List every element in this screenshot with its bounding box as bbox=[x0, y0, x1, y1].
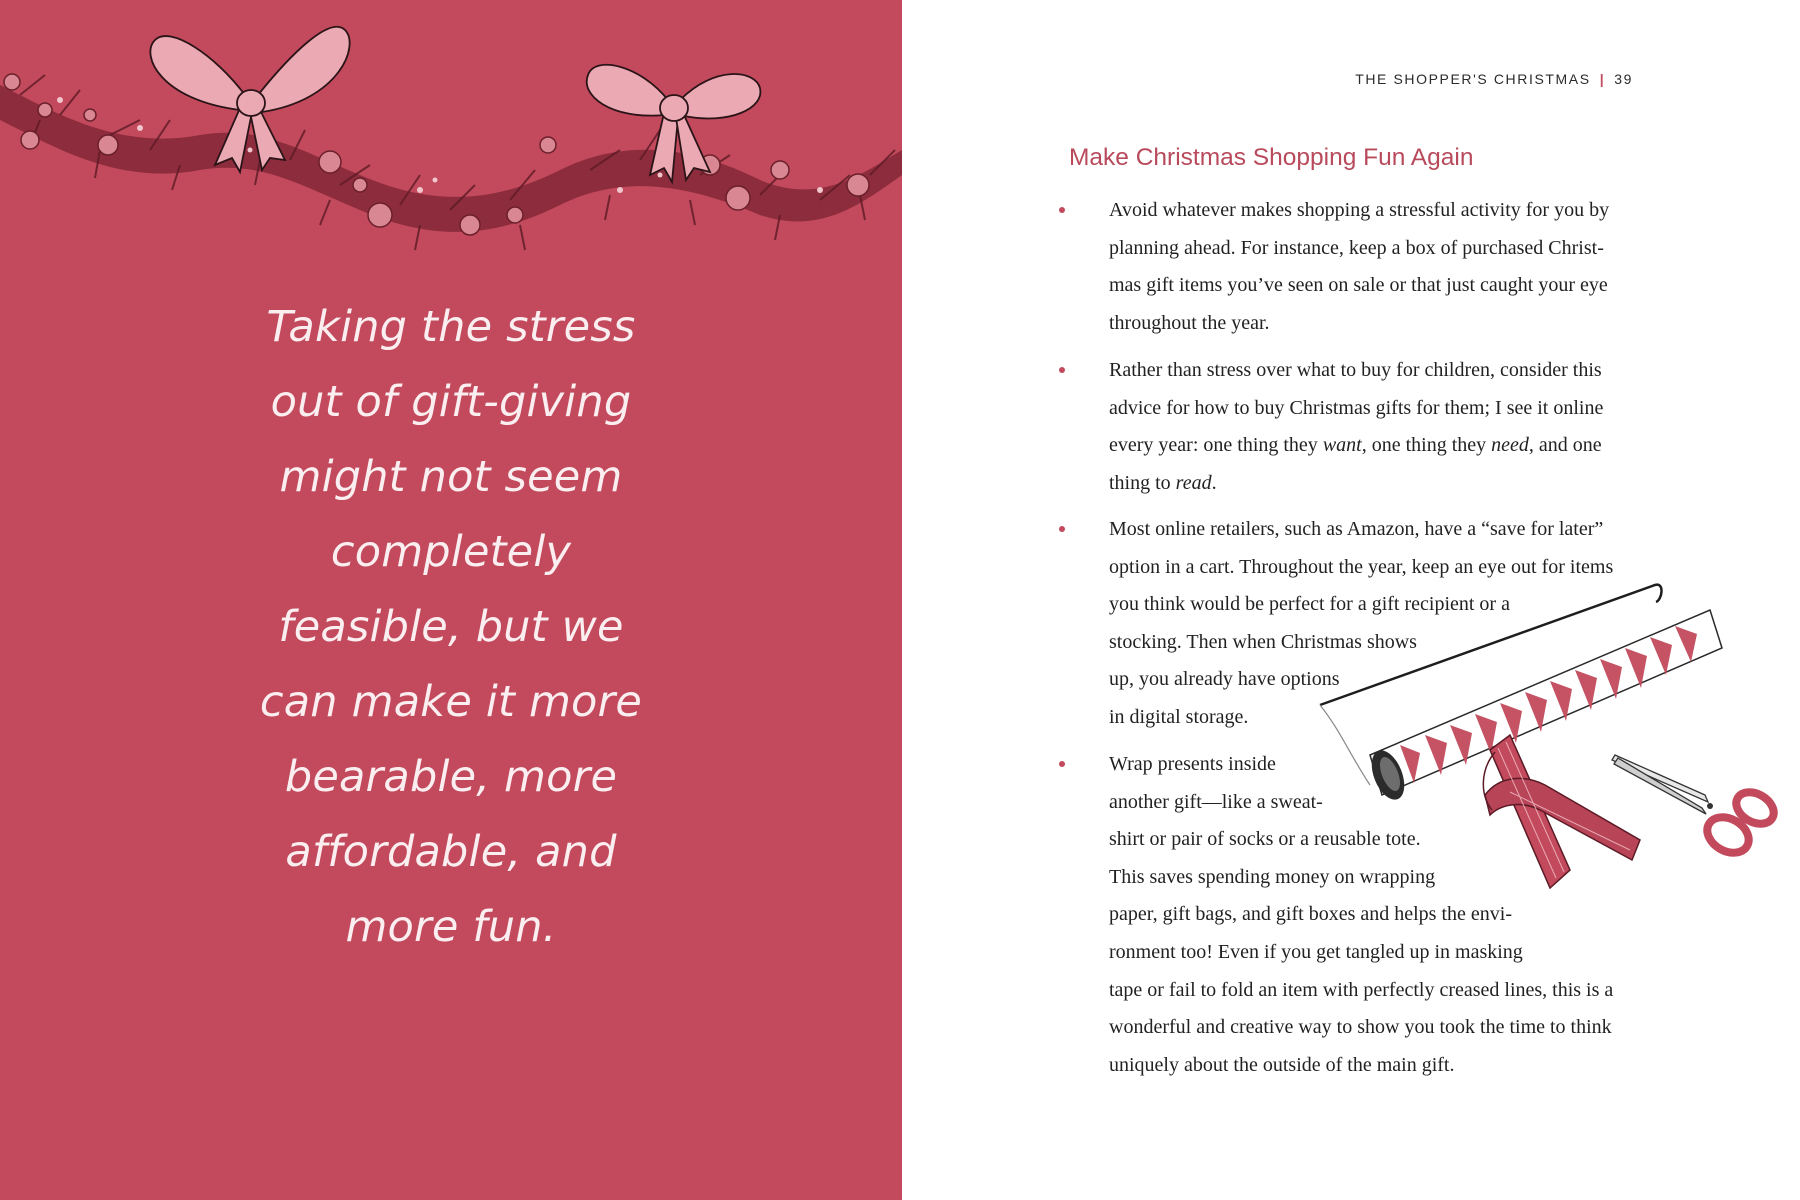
line-text: This saves spending money on wrapping bbox=[1109, 865, 1436, 888]
line-text: stocking. Then when Christmas shows bbox=[1109, 630, 1417, 653]
bullet-dot bbox=[1059, 526, 1065, 532]
bullet-line bbox=[1109, 267, 1609, 305]
line-text: paper, gift bags, and gift boxes and helps the envi- bbox=[1109, 903, 1512, 926]
line-text: advice for how to buy Christmas gifts for them; I see it online bbox=[1109, 396, 1604, 419]
line-text: thing to bbox=[1109, 471, 1176, 494]
pull-quote-line: out of gift-giving bbox=[270, 377, 632, 427]
bullet-line bbox=[1109, 305, 1609, 343]
bullet-line bbox=[1109, 465, 1603, 503]
bullet-line bbox=[1109, 390, 1603, 428]
bullet-dot bbox=[1059, 207, 1065, 213]
bullet-dot bbox=[1059, 761, 1065, 767]
bullet-line bbox=[1109, 230, 1609, 268]
line-text: in digital storage. bbox=[1109, 705, 1249, 728]
line-text: another gift—like a sweat- bbox=[1109, 790, 1323, 813]
garland-illustration bbox=[0, 0, 902, 260]
line-text: , one thing they bbox=[1361, 434, 1492, 457]
emphasis-text: want bbox=[1322, 434, 1362, 457]
line-text: up, you already have options bbox=[1109, 668, 1340, 691]
gift-wrap-illustration bbox=[1310, 570, 1800, 960]
page-number: 39 bbox=[1614, 71, 1633, 87]
bullet-line bbox=[1109, 352, 1603, 390]
emphasis-text: read bbox=[1175, 471, 1212, 494]
bullet-line bbox=[1109, 511, 1613, 549]
line-text: ronment too! Even if you get tangled up in masking bbox=[1109, 940, 1523, 963]
line-text: Avoid whatever makes shopping a stressful activity for you by bbox=[1109, 199, 1610, 221]
pull-quote-line: can make it more bbox=[259, 677, 643, 727]
line-text: uniquely about the outside of the main gift. bbox=[1109, 1053, 1455, 1076]
bullet-line bbox=[1109, 972, 1613, 1010]
bullet-line bbox=[1109, 1009, 1613, 1047]
line-text: . bbox=[1211, 471, 1217, 494]
pull-quote-line: feasible, but we bbox=[278, 602, 624, 652]
line-text: , and one bbox=[1528, 434, 1602, 457]
line-text: tape or fail to fold an item with perfectly creased lines, this is a bbox=[1109, 978, 1614, 1001]
running-head-title: THE SHOPPER'S CHRISTMAS bbox=[1355, 71, 1591, 87]
line-text: planning ahead. For instance, keep a box of purchased Christ- bbox=[1109, 236, 1604, 259]
pull-quote-line: might not seem bbox=[279, 452, 623, 502]
pull-quote-line: completely bbox=[330, 527, 572, 577]
bullet-line bbox=[1109, 1047, 1613, 1085]
bullet-text bbox=[1109, 192, 1609, 342]
pull-quote-line: affordable, and bbox=[285, 827, 617, 877]
line-text: you think would be perfect for a gift recipient or a bbox=[1109, 593, 1510, 616]
line-text: shirt or pair of socks or a reusable tote. bbox=[1109, 828, 1421, 851]
line-text: Rather than stress over what to buy for children, consider this bbox=[1109, 359, 1602, 381]
pull-quote bbox=[220, 290, 682, 965]
line-text: every year: one thing they bbox=[1109, 434, 1323, 457]
line-text: Wrap presents inside bbox=[1109, 753, 1276, 775]
running-head bbox=[1355, 71, 1633, 87]
bullet-dot bbox=[1059, 367, 1065, 373]
line-text: wonderful and creative way to show you took the time to think bbox=[1109, 1016, 1612, 1039]
pull-quote-line: more fun. bbox=[345, 902, 557, 952]
section-heading: Make Christmas Shopping Fun Again bbox=[1069, 144, 1474, 171]
bullet-line bbox=[1109, 192, 1609, 230]
line-text: throughout the year. bbox=[1109, 311, 1270, 334]
pull-quote-line: bearable, more bbox=[284, 752, 618, 802]
bullet-text bbox=[1109, 352, 1603, 502]
pull-quote-line: Taking the stress bbox=[266, 302, 636, 352]
line-text: Most online retailers, such as Amazon, have a “save for later” bbox=[1109, 518, 1604, 540]
emphasis-text: need bbox=[1491, 434, 1529, 457]
line-text: option in a cart. Throughout the year, keep an eye out for items bbox=[1109, 555, 1614, 578]
running-head-separator: | bbox=[1599, 71, 1606, 87]
line-text: mas gift items you’ve seen on sale or that just caught your eye bbox=[1109, 274, 1608, 297]
bullet-line bbox=[1109, 427, 1603, 465]
